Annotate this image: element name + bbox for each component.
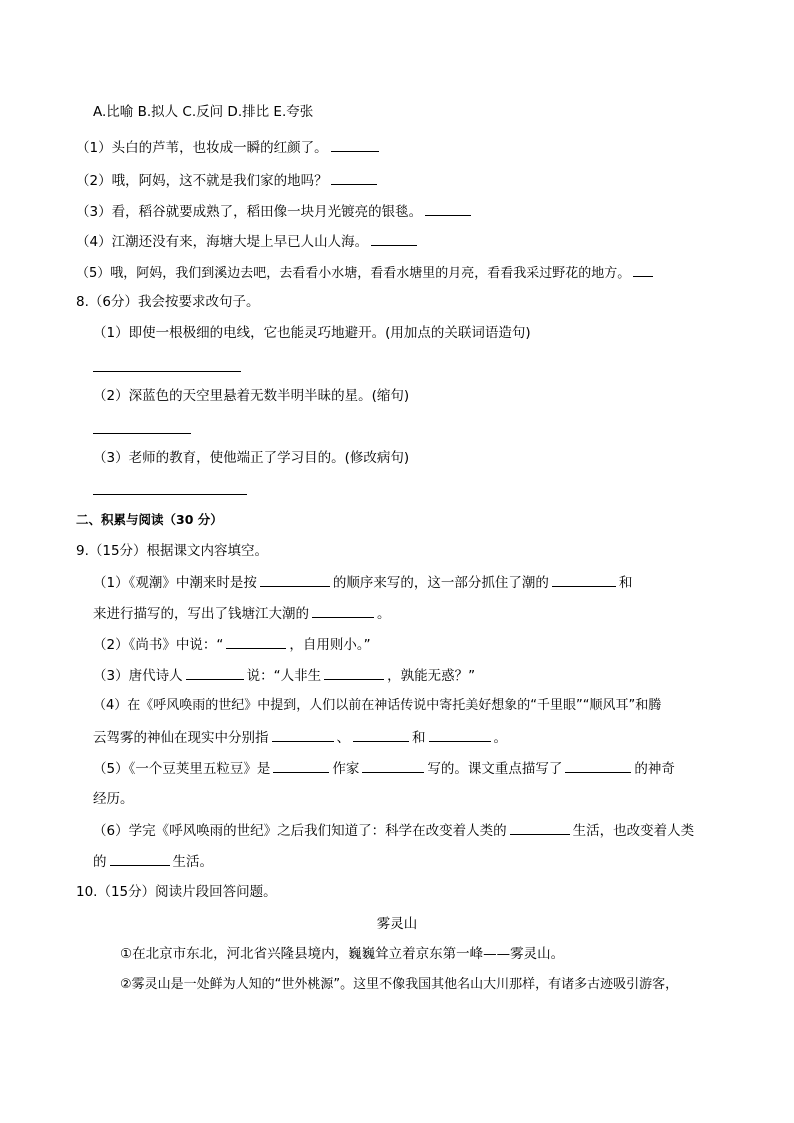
answer-blank[interactable] (312, 603, 374, 618)
q9-line-2 (93, 634, 371, 655)
q9-text: （6）学完《呼风唤雨的世纪》之后我们知道了：科学在改变着人类的 (93, 823, 507, 839)
answer-blank[interactable] (331, 137, 379, 152)
q9-heading: 9.（15分）根据课文内容填空。 (76, 543, 269, 559)
answer-blank[interactable] (633, 262, 653, 277)
answer-line[interactable] (93, 494, 247, 495)
q8-item-1: （1）即使一根极细的电线，它也能灵巧地避开。(用加点的关联词语造句) (93, 325, 531, 341)
q9-text: 的神奇 (634, 761, 675, 777)
q9-text: 。 (377, 606, 391, 622)
q9-line-1 (93, 572, 632, 593)
q9-text: 写的。课文重点描写了 (427, 761, 563, 777)
answer-line[interactable] (93, 433, 191, 434)
q9-text: 和 (412, 730, 426, 746)
q9-line-6b (93, 851, 213, 872)
q9-line-1b (93, 603, 391, 624)
answer-blank[interactable] (186, 665, 244, 680)
answer-blank[interactable] (353, 727, 409, 742)
q9-text: ，自用则小。” (289, 637, 371, 653)
q9-text: （1）《观潮》中潮来时是按 (93, 575, 257, 591)
answer-blank[interactable] (429, 727, 491, 742)
q9-text: 生活。 (172, 854, 213, 870)
answer-blank[interactable] (371, 231, 417, 246)
q9-line-4b (93, 727, 507, 748)
q7-item-1-text: （1）头白的芦苇，也妆成一瞬的红颜了。 (76, 140, 328, 156)
q9-text: 生活，也改变着人类 (572, 823, 695, 839)
answer-blank[interactable] (552, 572, 616, 587)
q9-text: （3）唐代诗人 (93, 668, 183, 684)
answer-blank[interactable] (110, 851, 170, 866)
passage-paragraph-2: ②雾灵山是一处鲜为人知的“世外桃源”。这里不像我国其他名山大川那样，有诸多古迹吸引游客， (120, 977, 679, 992)
q9-text: 说：“人非生 (246, 668, 322, 684)
answer-blank[interactable] (272, 727, 334, 742)
q7-item-5 (76, 262, 656, 284)
answer-blank[interactable] (226, 634, 286, 649)
answer-blank[interactable] (324, 665, 384, 680)
answer-blank[interactable] (425, 201, 471, 216)
q9-line-6 (93, 820, 694, 841)
q7-item-1 (76, 137, 382, 158)
q9-text: 云驾雾的神仙在现实中分别指 (93, 730, 269, 746)
q7-options: A.比喻 B.拟人 C.反问 D.排比 E.夸张 (93, 104, 314, 120)
q8-item-3: （3）老师的教育，使他端正了学习目的。(修改病句) (93, 450, 410, 466)
q9-text: 、 (336, 730, 350, 746)
q7-item-2-text: （2）哦，阿妈，这不就是我们家的地吗？ (76, 173, 328, 189)
answer-line[interactable] (93, 371, 241, 372)
q9-text: （5）《一个豆荚里五粒豆》是 (93, 761, 271, 777)
answer-blank[interactable] (565, 758, 631, 773)
q7-item-3 (76, 201, 474, 222)
answer-blank[interactable] (260, 572, 330, 587)
q9-line-4: （4）在《呼风唤雨的世纪》中提到，人们以前在神话传说中寄托美好想象的“千里眼”“顺风耳”和腾 (93, 698, 662, 713)
q7-item-3-text: （3）看，稻谷就要成熟了，稻田像一块月光镀亮的银毯。 (76, 204, 423, 220)
answer-blank[interactable] (331, 170, 377, 185)
q7-item-2 (76, 170, 380, 191)
section-heading: 二、积累与阅读（30 分） (76, 512, 223, 527)
q9-text: 。 (493, 730, 507, 746)
answer-blank[interactable] (273, 758, 329, 773)
answer-blank[interactable] (362, 758, 424, 773)
q7-item-4 (76, 231, 420, 252)
passage-title: 雾灵山 (376, 916, 418, 932)
q9-text: 和 (618, 575, 633, 591)
q9-line-3 (93, 665, 475, 686)
q9-text: 来进行描写的，写出了钱塘江大潮的 (93, 606, 309, 622)
q9-text: ，孰能无惑？” (387, 668, 476, 684)
q8-heading: 8.（6分）我会按要求改句子。 (76, 294, 260, 310)
q7-item-4-text: （4）江潮还没有来，海塘大堤上早已人山人海。 (76, 234, 369, 250)
q7-item-5-text: （5）哦，阿妈，我们到溪边去吧，去看看小水塘，看看水塘里的月亮，看看我采过野花的地方。 (76, 266, 631, 281)
q9-line-5 (93, 758, 675, 779)
q9-text: 的 (93, 854, 107, 870)
answer-blank[interactable] (510, 820, 570, 835)
q9-line-5b: 经历。 (93, 791, 134, 807)
q10-heading: 10.（15分）阅读片段回答问题。 (76, 884, 277, 900)
q8-item-2: （2）深蓝色的天空里悬着无数半明半昧的星。(缩句) (93, 388, 410, 404)
q9-text: 的顺序来写的，这一部分抓住了潮的 (332, 575, 549, 591)
q9-text: （2）《尚书》中说：“ (93, 637, 224, 653)
q9-text: 作家 (332, 761, 360, 777)
passage-paragraph-1: ①在北京市东北，河北省兴隆县境内，巍巍耸立着京东第一峰——雾灵山。 (120, 946, 565, 962)
